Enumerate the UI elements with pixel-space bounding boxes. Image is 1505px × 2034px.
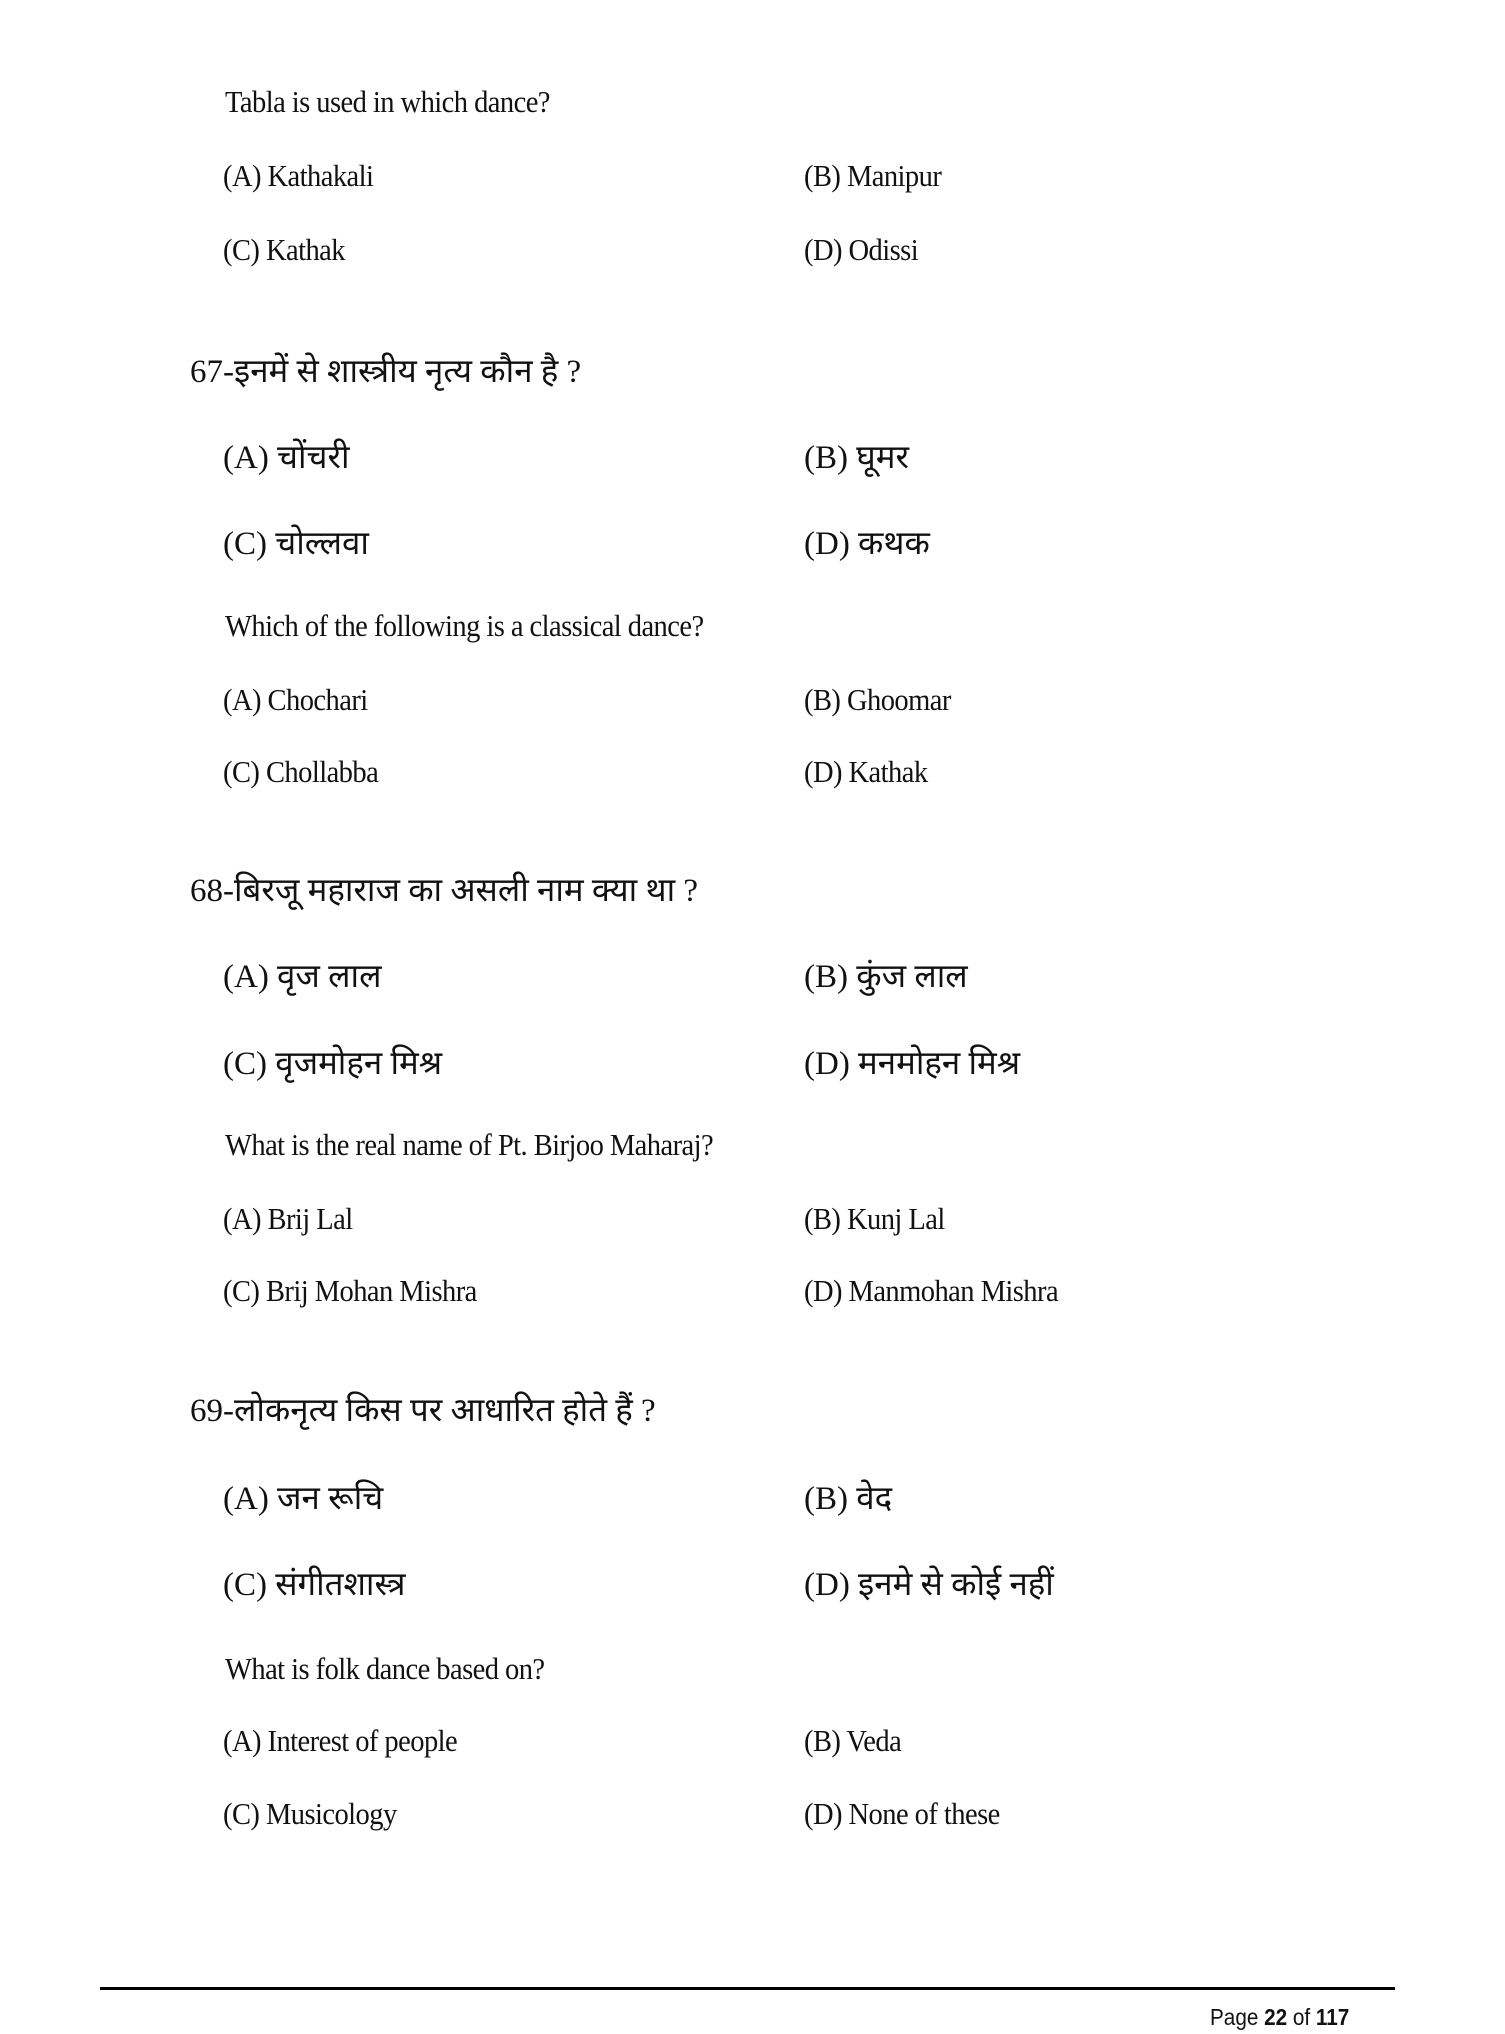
question-67-hindi xyxy=(190,356,581,389)
option-b-hindi: (B) कुंज लाल xyxy=(804,959,968,995)
question-number: 69- xyxy=(190,1393,234,1429)
option-d: (D) Odissi xyxy=(804,232,919,267)
option-a: (A) Chochari xyxy=(223,682,368,717)
option-a: (A) Kathakali xyxy=(223,158,374,193)
option-b: (B) Kunj Lal xyxy=(804,1201,945,1236)
option-d: (D) Kathak xyxy=(804,754,928,789)
option-a-hindi: (A) चोंचरी xyxy=(223,440,350,476)
option-d: (D) None of these xyxy=(804,1796,1000,1831)
question-text-english: Which of the following is a classical dance? xyxy=(225,608,704,643)
option-d-hindi: (D) कथक xyxy=(804,526,930,562)
option-a-hindi: (A) जन रूचि xyxy=(223,1481,384,1517)
page-of: of xyxy=(1287,2004,1316,2030)
option-b: (B) Ghoomar xyxy=(804,682,951,717)
question-68-hindi xyxy=(190,875,698,908)
option-d-hindi: (D) मनमोहन मिश्र xyxy=(804,1046,1021,1082)
question-number: 67- xyxy=(190,354,234,390)
question-text-english: What is the real name of Pt. Birjoo Maharaj? xyxy=(225,1127,714,1162)
question-text-hindi: इनमें से शास्त्रीय नृत्य कौन है ? xyxy=(234,354,582,390)
question-number: 68- xyxy=(190,873,234,909)
option-c: (C) Kathak xyxy=(223,232,345,267)
option-c-hindi: (C) वृजमोहन मिश्र xyxy=(223,1046,443,1082)
option-d-hindi: (D) इनमे से कोई नहीं xyxy=(804,1567,1054,1603)
question-text-english: What is folk dance based on? xyxy=(225,1651,545,1686)
option-b-hindi: (B) वेद xyxy=(804,1481,893,1517)
page-total: 117 xyxy=(1315,2004,1350,2030)
option-c: (C) Chollabba xyxy=(223,754,379,789)
option-d: (D) Manmohan Mishra xyxy=(804,1273,1059,1308)
footer-divider xyxy=(100,1987,1395,1990)
option-a: (A) Interest of people xyxy=(223,1723,458,1758)
option-b-hindi: (B) घूमर xyxy=(804,440,909,476)
page-prefix: Page xyxy=(1210,2004,1265,2030)
question-text-english: Tabla is used in which dance? xyxy=(225,84,550,119)
question-text-hindi: बिरजू महाराज का असली नाम क्या था ? xyxy=(234,873,699,909)
page-number xyxy=(1210,2004,1349,2031)
option-b: (B) Veda xyxy=(804,1723,902,1758)
question-69-hindi xyxy=(190,1395,656,1428)
option-b: (B) Manipur xyxy=(804,158,942,193)
question-text-hindi: लोकनृत्य किस पर आधारित होते हैं ? xyxy=(234,1393,656,1429)
option-c-hindi: (C) संगीतशास्त्र xyxy=(223,1567,406,1603)
option-c: (C) Brij Mohan Mishra xyxy=(223,1273,477,1308)
option-c-hindi: (C) चोल्लवा xyxy=(223,526,369,562)
option-a: (A) Brij Lal xyxy=(223,1201,353,1236)
option-c: (C) Musicology xyxy=(223,1796,397,1831)
page-current: 22 xyxy=(1264,2004,1288,2030)
option-a-hindi: (A) वृज लाल xyxy=(223,959,382,995)
